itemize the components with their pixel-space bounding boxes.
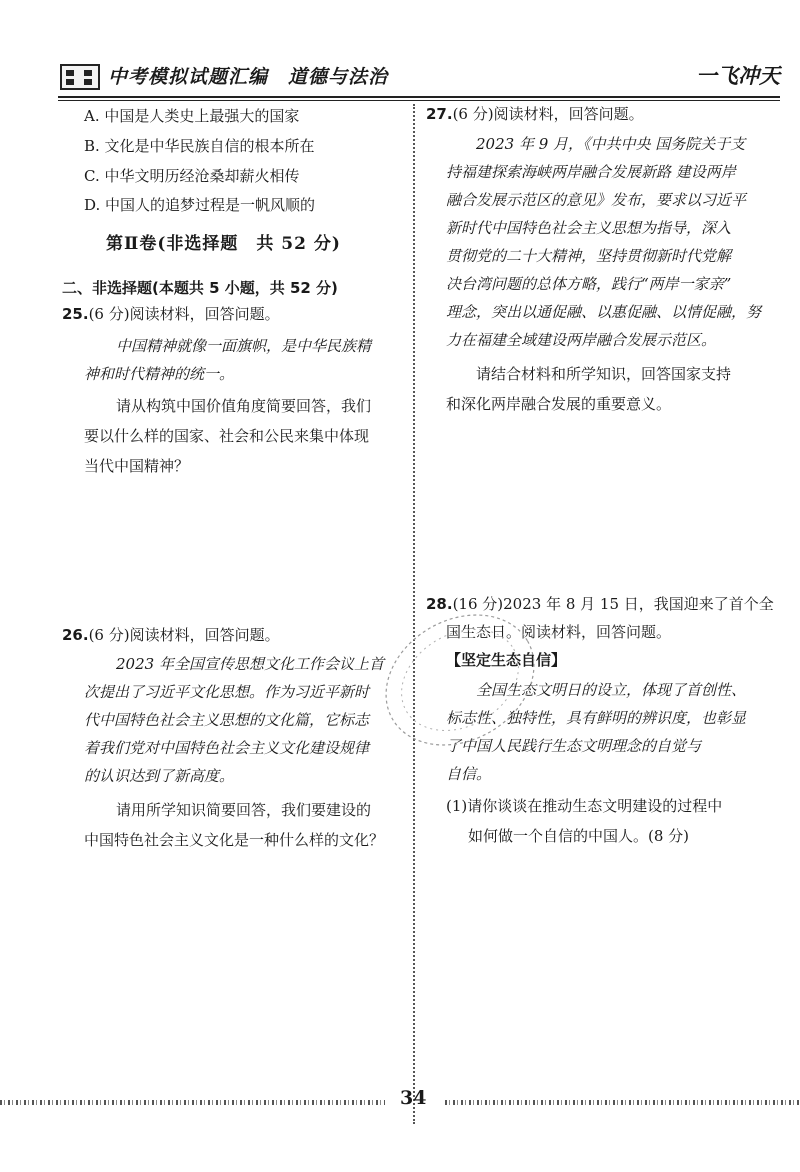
q26-material-line: 次提出了习近平文化思想。作为习近平新时: [84, 683, 370, 701]
brand-name: 一飞冲天: [696, 63, 780, 88]
q27-material-line: 新时代中国特色社会主义思想为指导，深入: [446, 219, 732, 237]
q26-number: 26.: [62, 626, 89, 644]
q28-material-line: 自信。: [446, 765, 492, 783]
q27-material-line: 理念，突出以通促融、以惠促融、以情促融，努: [446, 303, 762, 321]
q25-prompt: (6 分)阅读材料，回答问题。: [88, 305, 280, 323]
q28-number: 28.: [426, 595, 453, 613]
q26-question-line: 中国特色社会主义文化是一种什么样的文化？: [84, 831, 385, 849]
option-c: C. 中华文明历经沧桑却薪火相传: [84, 167, 300, 185]
q28-material-line: 全国生态文明日的设立，体现了首创性、: [476, 681, 747, 699]
q25-question-line: 当代中国精神？: [84, 457, 190, 475]
q26-material-line: 的认识达到了新高度。: [84, 767, 235, 785]
q25-number: 25.: [62, 305, 89, 323]
q28-prompt: (16 分)2023 年 8 月 15 日，我国迎来了首个全: [452, 595, 774, 613]
q27-material-line: 2023 年 9 月，《中共中央 国务院关于支: [476, 135, 746, 153]
q27-material-line: 力在福建全域建设两岸融合发展示范区。: [446, 331, 717, 349]
q28-sub1-line: (1)请你谈谈在推动生态文明建设的过程中: [446, 797, 723, 815]
q26-material-line: 着我们党对中国特色社会主义文化建设规律: [84, 739, 370, 757]
q27-material-line: 融合发展示范区的意见》发布，要求以习近平: [446, 191, 747, 209]
q26-header: [62, 625, 280, 645]
option-d: D. 中国人的追梦过程是一帆风顺的: [84, 196, 316, 214]
q25-material-line: 中国精神就像一面旗帜，是中华民族精: [116, 337, 372, 355]
q27-material-line: 持福建探索海峡两岸融合发展新路 建设两岸: [446, 163, 736, 181]
option-b: B. 文化是中华民族自信的根本所在: [84, 137, 315, 155]
q28-material-line: 标志性、独特性，具有鲜明的辨识度，也彰显: [446, 709, 747, 727]
q26-prompt: (6 分)阅读材料，回答问题。: [88, 626, 280, 644]
q27-prompt: (6 分)阅读材料，回答问题。: [452, 105, 644, 123]
q28-prompt-cont: 国生态日。阅读材料，回答问题。: [446, 623, 672, 641]
page-number: 34: [400, 1087, 427, 1109]
q28-section-label: 【坚定生态自信】: [446, 651, 567, 669]
q27-material-line: 决台湾问题的总体方略，践行“两岸一家亲”: [446, 275, 732, 293]
q25-header: [62, 304, 280, 324]
part-ii-title: 第Ⅱ卷(非选择题 共 52 分): [106, 234, 341, 254]
q25-question-line: 请从构筑中国价值角度简要回答，我们: [116, 397, 372, 415]
q27-material-line: 贯彻党的二十大精神，坚持贯彻新时代党解: [446, 247, 732, 265]
q27-number: 27.: [426, 105, 453, 123]
q25-question-line: 要以什么样的国家、社会和公民来集中体现: [84, 427, 370, 445]
header-rule: [58, 96, 780, 98]
q28-sub1-line: 如何做一个自信的中国人。(8 分): [468, 827, 690, 845]
section-title: 二、非选择题(本题共 5 小题，共 52 分): [62, 279, 338, 297]
q27-question-line: 和深化两岸融合发展的重要意义。: [446, 395, 672, 413]
q26-material-line: 2023 年全国宣传思想文化工作会议上首: [116, 655, 384, 673]
q27-question-line: 请结合材料和所学知识，回答国家支持: [476, 365, 732, 383]
series-logo-icon: [60, 64, 100, 90]
q27-header: [426, 104, 644, 124]
q28-material-line: 了中国人民践行生态文明理念的自觉与: [446, 737, 702, 755]
q25-material-line: 神和时代精神的统一。: [84, 365, 235, 383]
page-header: [58, 60, 780, 96]
watermark-stamp-icon: [360, 585, 560, 775]
q26-question-line: 请用所学知识简要回答，我们要建设的: [116, 801, 372, 819]
q26-material-line: 代中国特色社会主义思想的文化篇，它标志: [84, 711, 370, 729]
header-rule-thin: [58, 100, 780, 101]
book-title: 中考模拟试题汇编 道德与法治: [108, 66, 389, 88]
option-a: A. 中国是人类史上最强大的国家: [84, 107, 300, 125]
